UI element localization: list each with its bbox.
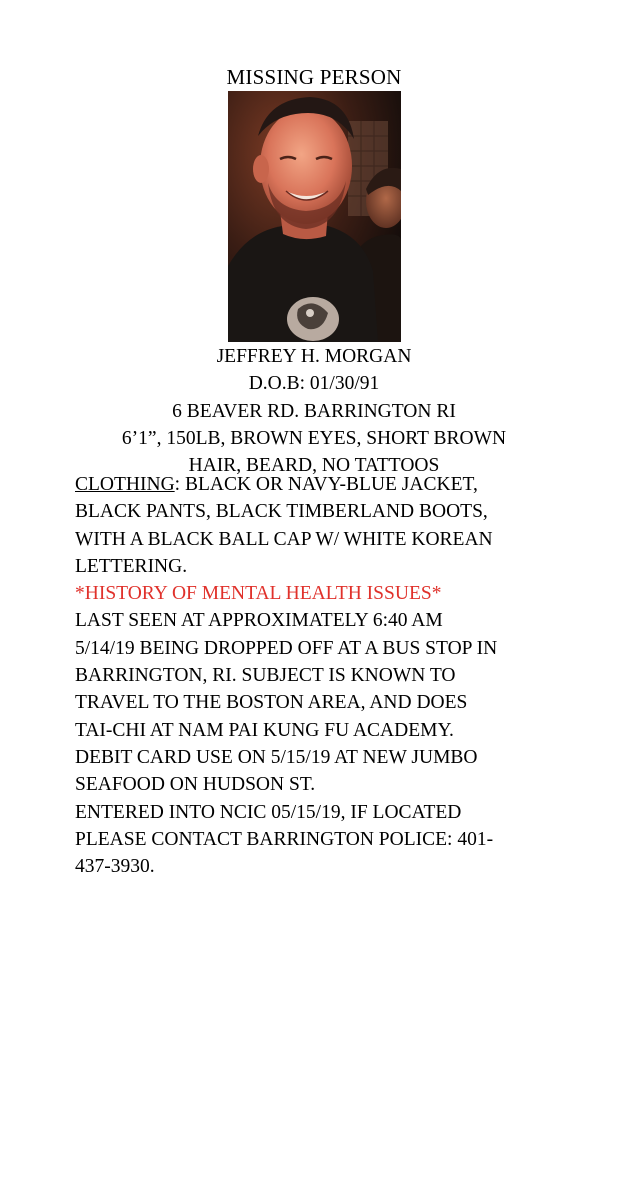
contact-line: 437-3930. — [75, 856, 155, 878]
last-seen-line: TAI-CHI AT NAM PAI KUNG FU ACADEMY. — [75, 719, 454, 741]
contact-line: PLEASE CONTACT BARRINGTON POLICE: 401- — [75, 828, 494, 850]
last-seen-line: LAST SEEN AT APPROXIMATELY 6:40 AM — [75, 610, 443, 632]
last-seen-line: DEBIT CARD USE ON 5/15/19 AT NEW JUMBO — [75, 746, 478, 768]
clothing-line1 — [75, 471, 565, 498]
person-address: 6 BEAVER RD. BARRINGTON RI — [172, 400, 456, 422]
clothing-line1-text: : BLACK OR NAVY-BLUE JACKET, — [174, 474, 478, 495]
clothing-label: CLOTHING — [75, 474, 175, 495]
person-description-line1: 6’1”, 150LB, BROWN EYES, SHORT BROWN — [121, 427, 507, 449]
person-details — [0, 343, 628, 479]
person-dob: D.O.B: 01/30/91 — [248, 373, 380, 395]
poster-title: MISSING PERSON — [226, 65, 402, 89]
missing-person-photo — [228, 91, 401, 342]
last-seen-line: TRAVEL TO THE BOSTON AREA, AND DOES — [75, 692, 468, 714]
clothing-line3: WITH A BLACK BALL CAP W/ WHITE KOREAN — [75, 528, 493, 550]
person-name: JEFFREY H. MORGAN — [216, 346, 412, 367]
last-seen-line: BARRINGTON, RI. SUBJECT IS KNOWN TO — [75, 665, 456, 687]
mental-health-alert: *HISTORY OF MENTAL HEALTH ISSUES* — [75, 583, 442, 605]
details-body — [75, 471, 565, 880]
person-description-line2: HAIR, BEARD, NO TATTOOS — [188, 455, 440, 477]
clothing-line4: LETTERING. — [75, 555, 188, 577]
last-seen-line: 5/14/19 BEING DROPPED OFF AT A BUS STOP IN — [75, 637, 498, 659]
contact-line: ENTERED INTO NCIC 05/15/19, IF LOCATED — [75, 801, 462, 823]
clothing-line2: BLACK PANTS, BLACK TIMBERLAND BOOTS, — [75, 501, 488, 523]
last-seen-line: SEAFOOD ON HUDSON ST. — [75, 774, 316, 796]
